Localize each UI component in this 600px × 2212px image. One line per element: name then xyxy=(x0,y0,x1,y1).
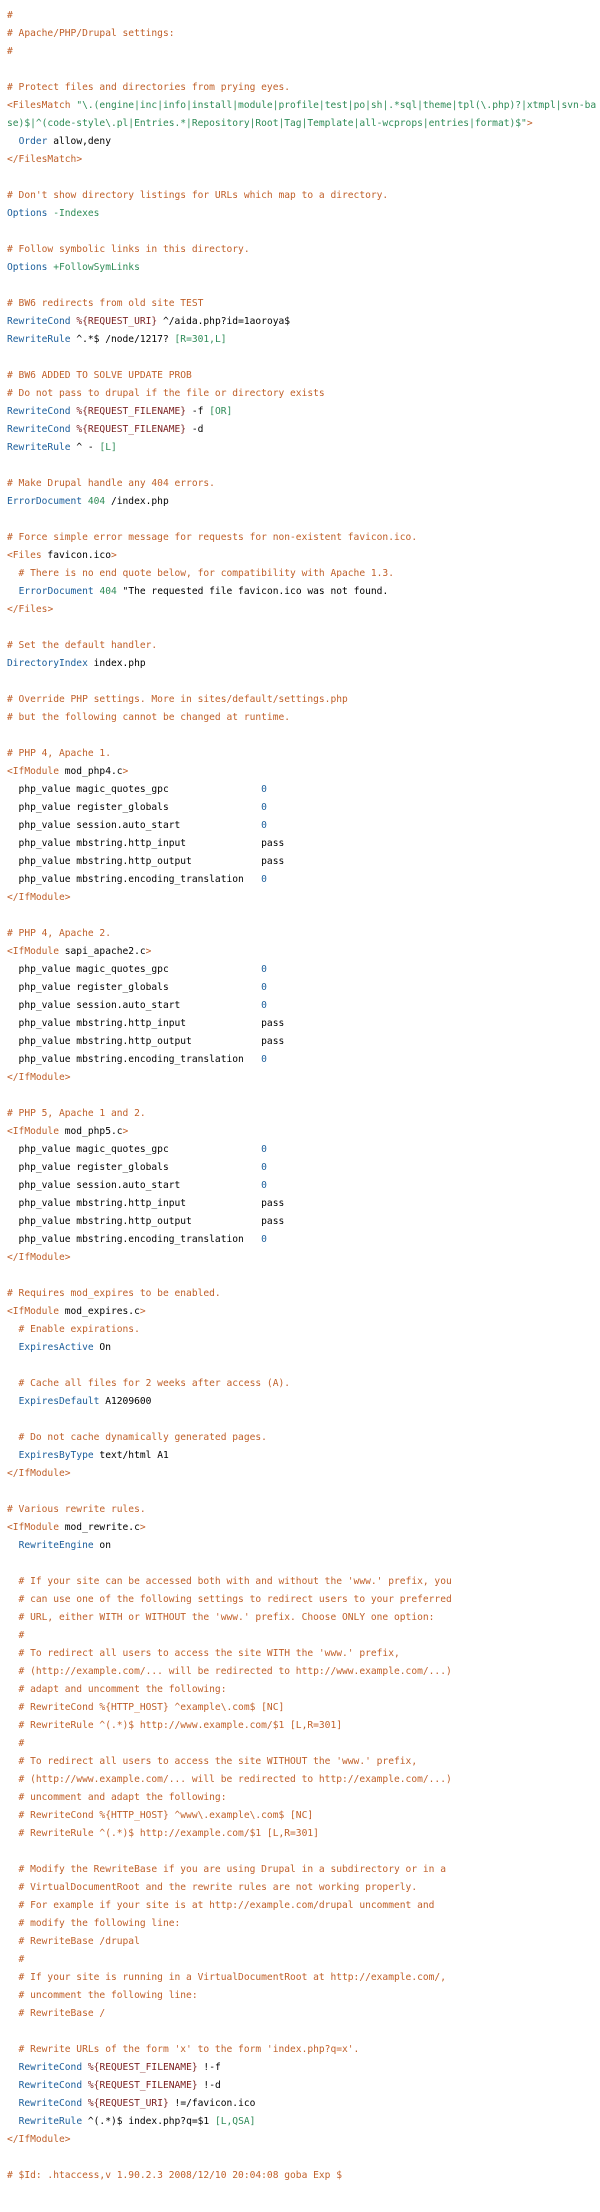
comment-line: # RewriteCond %{HTTP_HOST} ^www\.example\.com$ [NC] xyxy=(7,1810,314,1821)
comment-line: # To redirect all users to access the site WITHOUT the 'www.' prefix, xyxy=(7,1756,418,1767)
comment-line: # RewriteRule ^(.*)$ http://www.example.com/$1 [L,R=301] xyxy=(7,1720,343,1731)
code-line: php_value register_globals 0 xyxy=(7,802,267,813)
comment-line: # If your site is running in a VirtualDocumentRoot at http://example.com/, xyxy=(7,1972,446,1983)
comment-line: # BW6 redirects from old site TEST xyxy=(7,298,204,309)
blank-line xyxy=(7,457,597,475)
comment-line: # Override PHP settings. More in sites/default/settings.php xyxy=(7,694,348,705)
blank-line xyxy=(7,907,597,925)
comment-line: # Protect files and directories from prying eyes. xyxy=(7,82,291,93)
comment-line: # Apache/PHP/Drupal settings: xyxy=(7,28,175,39)
code-line: RewriteRule ^ - [L] xyxy=(7,442,117,453)
code-line: ErrorDocument 404 /index.php xyxy=(7,496,169,507)
code-line: Options +FollowSymLinks xyxy=(7,262,140,273)
blank-line xyxy=(7,349,597,367)
comment-line: # RewriteBase / xyxy=(7,2008,106,2019)
blank-line xyxy=(7,1087,597,1105)
code-line: ExpiresDefault A1209600 xyxy=(18,1396,152,1407)
code-line: php_value magic_quotes_gpc 0 xyxy=(7,1144,267,1155)
code-line: php_value mbstring.http_output pass xyxy=(7,856,285,867)
blank-line xyxy=(7,223,597,241)
comment-line: # VirtualDocumentRoot and the rewrite rules are not working properly. xyxy=(7,1882,418,1893)
comment-line: # BW6 ADDED TO SOLVE UPDATE PROB xyxy=(7,370,192,381)
comment-line: # Do not cache dynamically generated pages. xyxy=(7,1432,267,1443)
comment-line: # If your site can be accessed both with and without the 'www.' prefix, you xyxy=(7,1576,452,1587)
code-line: php_value register_globals 0 xyxy=(7,1162,267,1173)
blank-line xyxy=(7,1357,597,1375)
code-line: php_value magic_quotes_gpc 0 xyxy=(7,784,267,795)
code-line: php_value mbstring.http_output pass xyxy=(7,1036,285,1047)
code-line: </Files> xyxy=(7,604,54,615)
code-line: RewriteRule ^(.*)$ index.php?q=$1 [L,QSA] xyxy=(18,2116,256,2127)
comment-line: # To redirect all users to access the site WITH the 'www.' prefix, xyxy=(7,1648,400,1659)
comment-line: # Various rewrite rules. xyxy=(7,1504,146,1515)
code-line: Order allow,deny xyxy=(18,136,111,147)
blank-line xyxy=(7,1267,597,1285)
code-line: RewriteCond %{REQUEST_FILENAME} !-f xyxy=(18,2062,221,2073)
comment-line: # Do not pass to drupal if the file or directory exists xyxy=(7,388,325,399)
code-line: RewriteEngine on xyxy=(18,1540,111,1551)
comment-line: # Force simple error message for requests for non-existent favicon.ico. xyxy=(7,532,418,543)
code-line: RewriteCond %{REQUEST_FILENAME} !-d xyxy=(18,2080,221,2091)
code-line: php_value session.auto_start 0 xyxy=(7,1000,267,1011)
code-line: php_value register_globals 0 xyxy=(7,982,267,993)
comment-line: # (http://example.com/... will be redirected to http://www.example.com/...) xyxy=(7,1666,452,1677)
code-line: RewriteCond %{REQUEST_FILENAME} -d xyxy=(7,424,204,435)
code-line: </IfModule> xyxy=(7,2134,71,2145)
comment-line: # xyxy=(7,1630,25,1641)
code-line: </IfModule> xyxy=(7,1252,71,1263)
code-line: <IfModule mod_rewrite.c> xyxy=(7,1522,146,1533)
comment-line: # $Id: .htaccess,v 1.90.2.3 2008/12/10 20:04:08 goba Exp $ xyxy=(7,2170,343,2181)
code-line: </IfModule> xyxy=(7,892,71,903)
blank-line xyxy=(7,727,597,745)
code-line: <IfModule sapi_apache2.c> xyxy=(7,946,152,957)
blank-line xyxy=(7,61,597,79)
comment-line: # PHP 4, Apache 1. xyxy=(7,748,111,759)
code-line: </IfModule> xyxy=(7,1072,71,1083)
code-line: <FilesMatch "\.(engine|inc|info|install|module|profile|test|po|sh|.*sql|theme|tpl(\.php)?|xtmpl|svn-base)$|^(code-style\.pl|Entries.*|Repository|Root|Tag|Template|all-wcprops|entries|format)$"> xyxy=(7,100,597,129)
code-line: RewriteCond %{REQUEST_URI} ^/aida.php?id=1aoroya$ xyxy=(7,316,291,327)
htaccess-code-listing xyxy=(7,7,597,2185)
code-line: php_value mbstring.http_input pass xyxy=(7,1018,285,1029)
code-line: <IfModule mod_expires.c> xyxy=(7,1306,146,1317)
blank-line xyxy=(7,169,597,187)
code-line: RewriteCond %{REQUEST_FILENAME} -f [OR] xyxy=(7,406,233,417)
comment-line: # RewriteRule ^(.*)$ http://example.com/$1 [L,R=301] xyxy=(7,1828,319,1839)
code-line: DirectoryIndex index.php xyxy=(7,658,146,669)
code-line: </FilesMatch> xyxy=(7,154,83,165)
blank-line xyxy=(7,2149,597,2167)
code-line: ExpiresByType text/html A1 xyxy=(18,1450,169,1461)
comment-line: # can use one of the following settings to redirect users to your preferred xyxy=(7,1594,452,1605)
code-line: ErrorDocument 404 "The requested file favicon.ico was not found. xyxy=(18,586,389,597)
comment-line: # Make Drupal handle any 404 errors. xyxy=(7,478,215,489)
blank-line xyxy=(7,511,597,529)
blank-line xyxy=(7,673,597,691)
comment-line: # URL, either WITH or WITHOUT the 'www.' prefix. Choose ONLY one option: xyxy=(7,1612,435,1623)
comment-line: # There is no end quote below, for compatibility with Apache 1.3. xyxy=(7,568,394,579)
code-line: <IfModule mod_php4.c> xyxy=(7,766,129,777)
code-line: <IfModule mod_php5.c> xyxy=(7,1126,129,1137)
code-line: php_value magic_quotes_gpc 0 xyxy=(7,964,267,975)
code-line: php_value session.auto_start 0 xyxy=(7,1180,267,1191)
comment-line: # RewriteCond %{HTTP_HOST} ^example\.com$ [NC] xyxy=(7,1702,285,1713)
code-line: php_value mbstring.http_input pass xyxy=(7,1198,285,1209)
blank-line xyxy=(7,1411,597,1429)
comment-line: # Follow symbolic links in this directory. xyxy=(7,244,250,255)
comment-line: # For example if your site is at http://example.com/drupal uncomment and xyxy=(7,1900,435,1911)
comment-line: # xyxy=(7,46,13,57)
blank-line xyxy=(7,1843,597,1861)
comment-line: # xyxy=(7,1954,25,1965)
code-line: Options -Indexes xyxy=(7,208,100,219)
comment-line: # xyxy=(7,10,13,21)
code-line: <Files favicon.ico> xyxy=(7,550,117,561)
code-line: RewriteCond %{REQUEST_URI} !=/favicon.ico xyxy=(18,2098,256,2109)
comment-line: # modify the following line: xyxy=(7,1918,181,1929)
comment-line: # (http://www.example.com/... will be redirected to http://example.com/...) xyxy=(7,1774,452,1785)
comment-line: # Don't show directory listings for URLs which map to a directory. xyxy=(7,190,389,201)
blank-line xyxy=(7,1555,597,1573)
code-line: php_value mbstring.encoding_translation 0 xyxy=(7,1234,267,1245)
comment-line: # Requires mod_expires to be enabled. xyxy=(7,1288,221,1299)
comment-line: # PHP 5, Apache 1 and 2. xyxy=(7,1108,146,1119)
blank-line xyxy=(7,619,597,637)
comment-line: # but the following cannot be changed at runtime. xyxy=(7,712,291,723)
comment-line: # Cache all files for 2 weeks after access (A). xyxy=(7,1378,291,1389)
comment-line: # Rewrite URLs of the form 'x' to the form 'index.php?q=x'. xyxy=(7,2044,360,2055)
comment-line: # xyxy=(7,1738,25,1749)
comment-line: # adapt and uncomment the following: xyxy=(7,1684,227,1695)
code-line: php_value mbstring.http_input pass xyxy=(7,838,285,849)
comment-line: # uncomment the following line: xyxy=(7,1990,198,2001)
code-line: php_value session.auto_start 0 xyxy=(7,820,267,831)
code-line: php_value mbstring.encoding_translation 0 xyxy=(7,874,267,885)
comment-line: # Set the default handler. xyxy=(7,640,158,651)
comment-line: # RewriteBase /drupal xyxy=(7,1936,140,1947)
blank-line xyxy=(7,277,597,295)
blank-line xyxy=(7,2023,597,2041)
code-line: php_value mbstring.encoding_translation 0 xyxy=(7,1054,267,1065)
code-line: php_value mbstring.http_output pass xyxy=(7,1216,285,1227)
comment-line: # uncomment and adapt the following: xyxy=(7,1792,227,1803)
code-line: RewriteRule ^.*$ /node/1217? [R=301,L] xyxy=(7,334,227,345)
comment-line: # PHP 4, Apache 2. xyxy=(7,928,111,939)
code-line: </IfModule> xyxy=(7,1468,71,1479)
comment-line: # Enable expirations. xyxy=(7,1324,140,1335)
code-line: ExpiresActive On xyxy=(18,1342,111,1353)
comment-line: # Modify the RewriteBase if you are using Drupal in a subdirectory or in a xyxy=(7,1864,446,1875)
blank-line xyxy=(7,1483,597,1501)
